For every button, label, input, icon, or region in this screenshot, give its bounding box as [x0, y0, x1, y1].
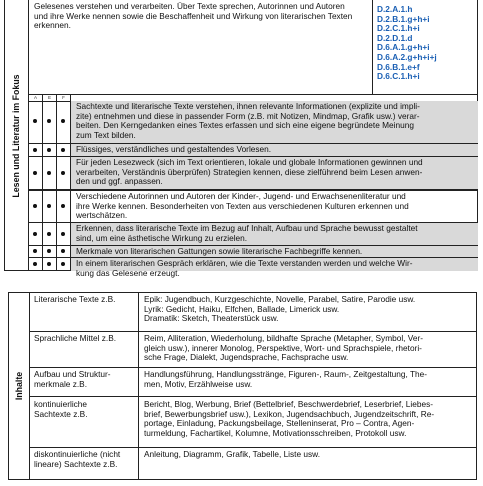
intro-text: Gelesenes verstehen und verarbeiten. Über Texte sprechen, Autorinnen und Autoren und ihre Werke nennen sowie die Beschaffenheit und Wirkung von literarischen Texten erkennen. — [34, 1, 353, 31]
competence-row: Merkmale von literarischen Gattungen sowie literarische Fachbegriffe kennen. — [76, 246, 363, 256]
marker-dot — [61, 119, 65, 123]
competence-row: Erkennen, dass literarische Texte im Bezug auf Inhalt, Aufbau und Sprache bewusst gestaltet sind, um eine ästhetische Wirkung zu erzielen. — [76, 223, 418, 243]
content-label: diskontinuierliche (nicht lineare) Sachtexte z.B. — [34, 449, 121, 469]
marker-dot — [33, 249, 37, 253]
curriculum-codes: D.2.A.1.h D.2.B.1.g+h+i D.2.C.1.h+i D.2.D.1.d D.6.A.1.g+h+i D.6.A.2.g+h+i+j D.6.B.1.e+f D.6.C.1.h+i — [377, 4, 437, 82]
content-text: Epik: Jugendbuch, Kurzgeschichte, Novelle, Parabel, Satire, Parodie usw. Lyrik: Gedicht, Haiku, Elfchen, Ballade, Limerick usw. Dramatik: Sketch, Theaterstück usw. — [144, 294, 416, 324]
competence-row: Flüssiges, verständliches und gestaltendes Vorlesen. — [76, 144, 272, 154]
column-header-a: A — [33, 95, 37, 100]
marker-dot — [47, 148, 51, 152]
marker-dot — [47, 171, 51, 175]
marker-dot — [61, 148, 65, 152]
content-label: Literarische Texte z.B. — [34, 294, 116, 304]
marker-dot — [61, 171, 65, 175]
side-label-inhalte: Inhalte — [13, 371, 24, 401]
content-label: kontinuierliche Sachtexte z.B. — [34, 399, 88, 419]
marker-dot — [61, 232, 65, 236]
marker-dot — [33, 262, 37, 266]
marker-dot — [33, 119, 37, 123]
competence-row: Für jeden Lesezweck (sich im Text orientieren, lokale und globale Informationen gewinnen und verarbeiten, Verständnis überprüfen) Strategien kennen, diese zielführend beim Lesen anwen- den und ggf. anpassen. — [76, 157, 423, 187]
content-text: Handlungsführung, Handlungsstränge, Figuren-, Raum-, Zeitgestaltung, The- men, Motiv, Erzählweise usw. — [144, 369, 428, 389]
content-label: Aufbau und Struktur- merkmale z.B. — [34, 369, 111, 389]
column-header-e: E — [47, 95, 51, 100]
marker-dot — [61, 204, 65, 208]
content-text: Anleitung, Diagramm, Grafik, Tabelle, Liste usw. — [144, 449, 321, 459]
marker-dot — [33, 171, 37, 175]
side-label-lesen: Lesen und Literatur im Fokus — [11, 73, 21, 198]
competence-row: In einem literarischen Gespräch erklären, wie die Texte verstanden werden und welche Wir- kung das Gelesene erzeugt. — [76, 258, 413, 278]
column-header-f: F — [62, 95, 65, 100]
content-text: Reim, Alliteration, Wiederholung, bildhafte Sprache (Metapher, Symbol, Ver- gleich usw.), innerer Monolog, Perspektive, Wort- und Sprachspiele, rhetori- sche Frage, Dialekt, Jugendsprache, Fachsprache usw. — [144, 333, 424, 363]
marker-dot — [47, 249, 51, 253]
marker-dot — [61, 262, 65, 266]
marker-dot — [47, 204, 51, 208]
marker-dot — [61, 249, 65, 253]
marker-dot — [47, 262, 51, 266]
competence-row: Verschiedene Autorinnen und Autoren der Kinder-, Jugend- und Erwachsenenliteratur und ihre Werke kennen. Besonderheiten von Texten aus verschiedenen Kulturen erkennen und wertschätzen. — [76, 191, 409, 221]
side-label-inhalte-cell — [8, 292, 29, 480]
content-label: Sprachliche Mittel z.B. — [34, 333, 117, 343]
marker-dot — [47, 119, 51, 123]
marker-dot — [33, 232, 37, 236]
competence-row: Sachtexte und literarische Texte verstehen, ihnen relevante Informationen (explizite und impli- zite) entnehmen und diese in passender Form (z.B. mit Notizen, Mindmap, Grafik usw.) verar- beiten. Den Kerngedanken eines Textes erfassen und sich eine eigene begründete Meinung zum Text bilden. — [76, 101, 420, 140]
content-text: Bericht, Blog, Werbung, Brief (Bettelbrief, Beschwerdebrief, Leserbrief, Liebes- brief, Bewerbungsbrief usw.), Lexikon, Jugendsachbuch, Jugendzeitschrift, Re- portage, Einladung, Packungsbeilage, Stelleninserat, Pro – Contra, Agen- turmeldung, Fachartikel, Kolumne, Motivationsschreiben, Protokoll usw. — [144, 399, 435, 438]
marker-dot — [33, 148, 37, 152]
marker-dot — [33, 204, 37, 208]
marker-dot — [47, 232, 51, 236]
